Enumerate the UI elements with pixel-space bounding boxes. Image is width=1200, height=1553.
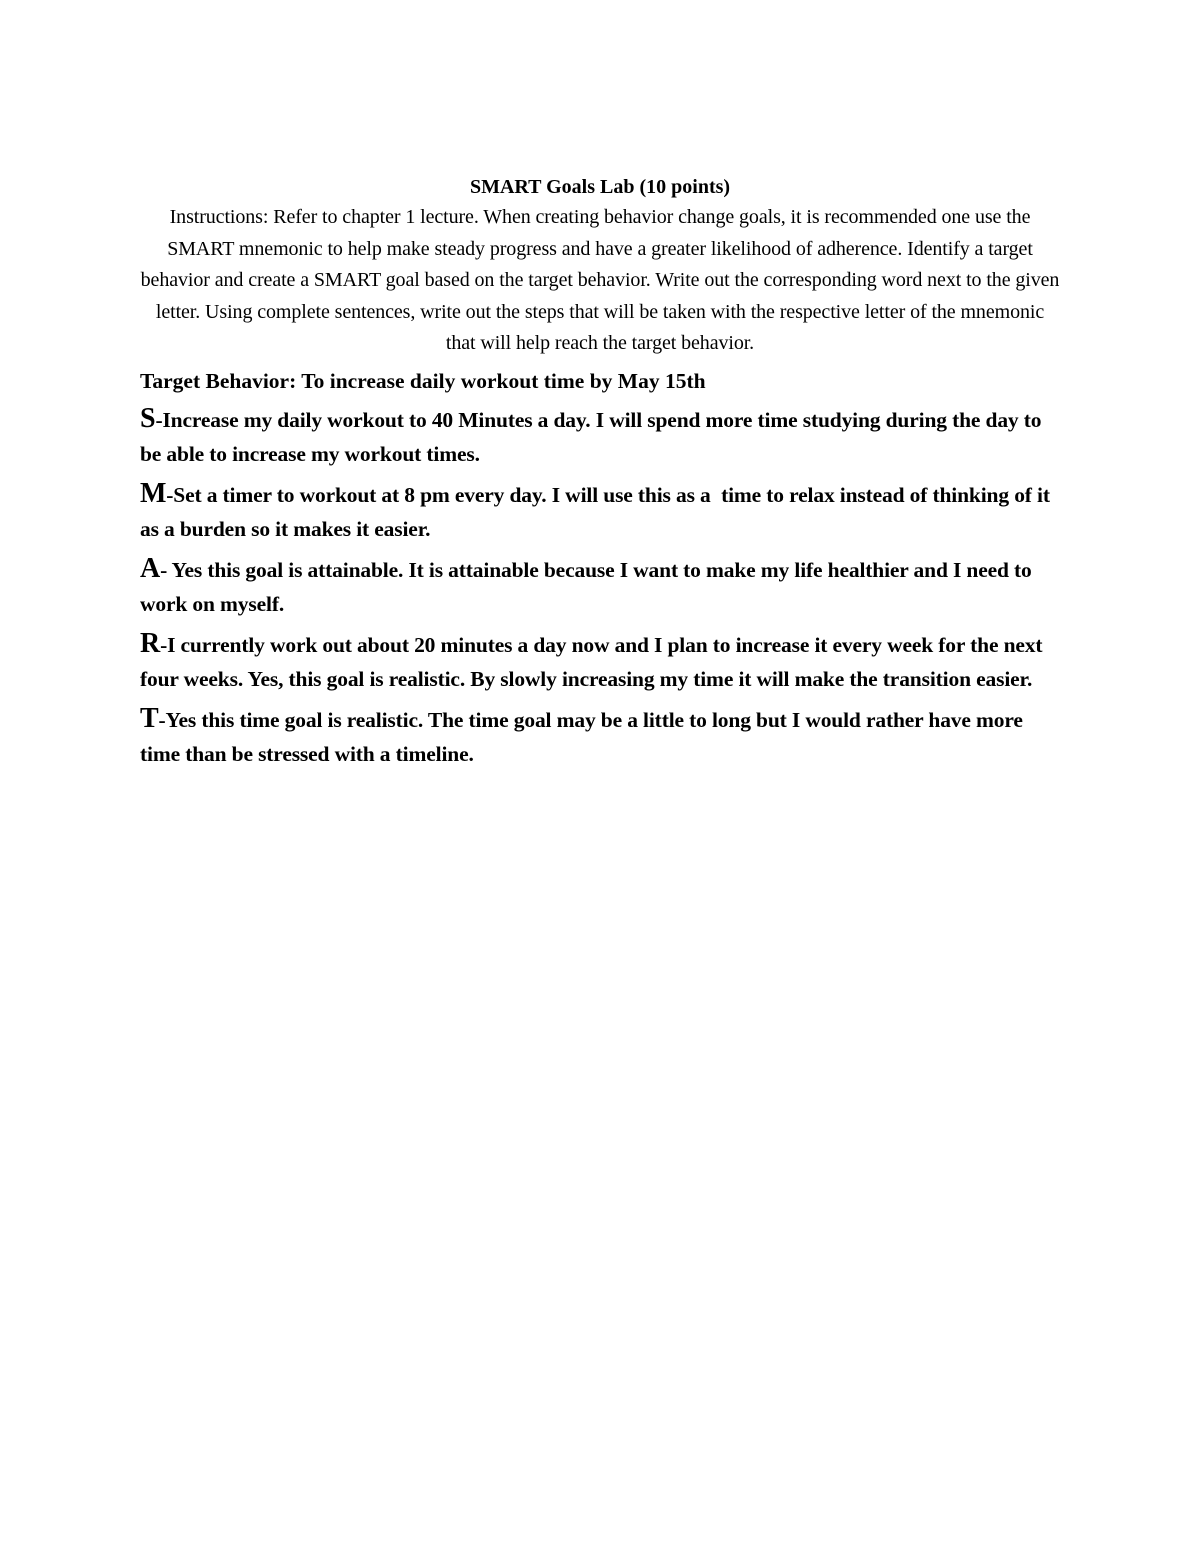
document-title: SMART Goals Lab (10 points): [469, 176, 731, 198]
smart-item-text: -Yes this time goal is realistic. The time goal may be a little to long but I would rather have more time than be stressed with a timeline.: [140, 707, 1023, 766]
smart-letter: R: [140, 627, 161, 659]
instructions-paragraph: Instructions: Refer to chapter 1 lecture. When creating behavior change goals, it is recommended one use the SMART mnemonic to help make steady progress and have a greater likelihood of adherence. Identify a target behavior and create a SMART goal based on the target behavior. Write out the corresponding word next to the given letter. Using complete sentences, write out the steps that will be taken with the respective letter of the mnemonic that will help reach the target behavior.: [140, 206, 1060, 354]
target-behavior: Target Behavior: To increase daily workout time by May 15th: [140, 368, 706, 393]
smart-letter: S: [140, 402, 156, 434]
smart-letter: A: [140, 552, 161, 584]
smart-letter: M: [140, 477, 167, 509]
document-page: [140, 172, 1060, 777]
smart-item-r: [140, 627, 1060, 696]
smart-item-text: -Increase my daily workout to 40 Minutes a day. I will spend more time studying during the day to be able to increase my workout times.: [140, 407, 1042, 466]
smart-item-text: - Yes this goal is attainable. It is attainable because I want to make my life healthier and I need to work on myself.: [140, 557, 1032, 616]
smart-item-a: [140, 552, 1060, 621]
smart-item-s: [140, 402, 1060, 471]
smart-item-m: [140, 477, 1060, 546]
smart-item-text: -I currently work out about 20 minutes a day now and I plan to increase it every week for the next four weeks. Yes, this goal is realistic. By slowly increasing my time it will make the transition easier.: [140, 632, 1043, 691]
smart-item-text: -Set a timer to workout at 8 pm every day. I will use this as a time to relax instead of thinking of it as a burden so it makes it easier.: [140, 482, 1056, 541]
smart-item-t: [140, 702, 1060, 771]
smart-letter: T: [140, 702, 159, 734]
